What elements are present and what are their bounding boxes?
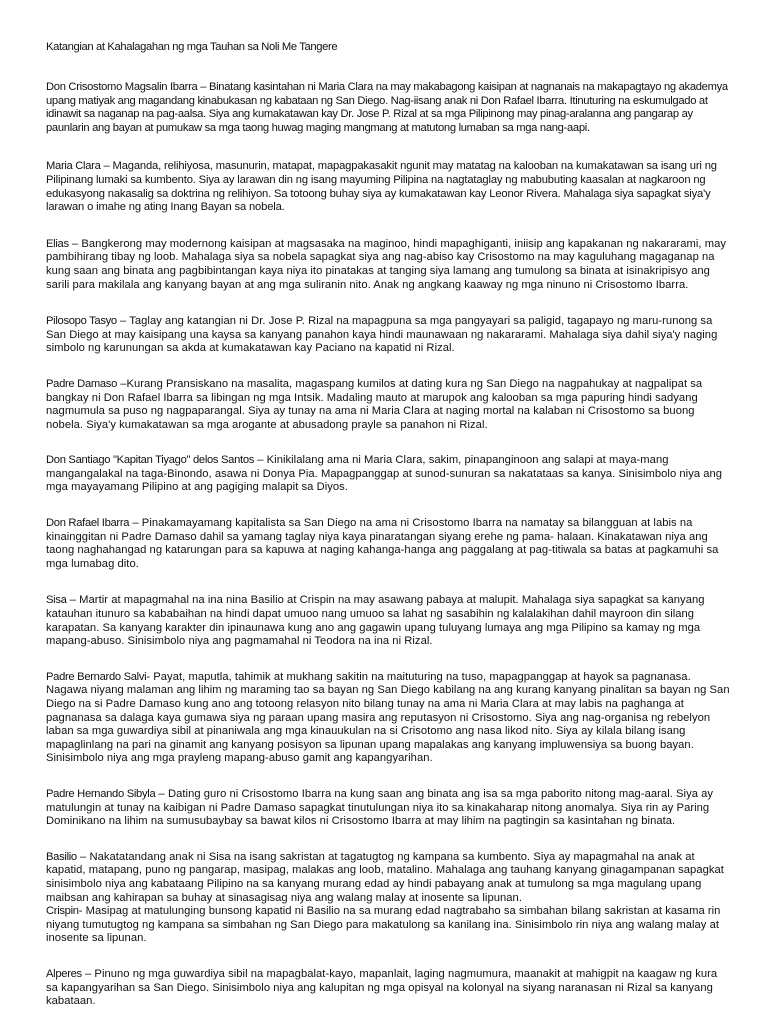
character-name: Maria Clara [46, 160, 101, 173]
character-entry-padre-sibyla [46, 788, 730, 829]
character-entry-alperes [46, 968, 730, 1009]
character-name: Padre Hernando Sibyla [46, 787, 156, 800]
character-description: – Binatang kasintahan ni Maria Clara na may makabagong kaisipan at nagnanais na makapagtayo ng akademya upang matiyak ang magandang kinabukasan ng kabataan ng San Diego. Nag-iisang anak ni Don Rafael Ibarra. Itinuturing na eskumulgado at idinawit sa naganap na pag-aalsa. Siya ang kumakatawan kay Dr. Jose P. Rizal at sa mga Pilipinong may pinag-aralanna ang pangarap ay paunlarin ang bayan at pumukaw sa mga taong huwag maging mangmang at matutong lumaban sa mga nang-aapi. [46, 81, 728, 134]
character-entry-maria-clara [46, 160, 730, 214]
character-name: Crispin [46, 905, 79, 918]
character-name: Don Santiago "Kapitan Tiyago" delos Santos [46, 454, 255, 467]
character-description: - Payat, maputla, tahimik at mukhang sakitin na maituturing na tuso, mapagpanggap at hayok sa pagnanasa. Nagawa niyang malaman ang lihim ng maraming tao sa bayan ng San Diego kabilang na ang kurang kanyang pinalitan sa bayan ng San Diego na si Padre Damaso kung ano ang totoong relasyon nito bilang tunay na ama ni Maria Clara at may labis na paghanga at pagnanasa sa dalaga kaya gumawa siya ng paraan upang masira ang reputasyon ni Crisostomo. Siya ang nag-organisa ng rebelyon laban sa mga guwardiya sibil at pinaniwala ang mga kinauukulan na si Crisotomo ang nasa likod nito. Siya ay kilala bilang isang mapaglinlang na pari na ginamit ang kanyang posisyon sa lipunan upang mapalakas ang kanyang impluwensiya sa buong bayan. Sinisimbolo niya ang mga prayleng mapang-abuso gamit ang kapangyarihan. [46, 670, 730, 765]
character-entry-padre-damaso [46, 378, 730, 432]
character-entry-sisa [46, 594, 730, 648]
character-entry-elias [46, 238, 730, 292]
document-page [46, 40, 730, 1009]
character-description: – Martir at mapagmahal na ina nina Basilio at Crispin na may asawang pabaya at malupit. Mahalaga siya sapagkat sa kanyang katauhan itunuro sa kababaihan na hindi dapat umuoo nang umuoo sa lahat ng sasabihin ng kalalakihan dahil mayroon din silang karapatan. Sa kanyang karakter din ipinaunawa kung ano ang gagawin upang tuluyang lumaya ang mga Pilipino sa kamay ng mga mapang-abuso. Sinisimbolo niya ang pagmamahal ni Teodora na ina ni Rizal. [46, 594, 705, 648]
character-description: – Kinikilalang ama ni Maria Clara, sakim, pinapanginoon ang salapi at maya-mang mangangalakal na taga-Binondo, asawa ni Donya Pia. Mapagpanggap at sunod-sunuran sa nakatataas sa kanya. Sinisimbolo niya ang mga mayayamang Pilipino at ang pagiging malapit sa Diyos. [46, 454, 723, 494]
character-name: Padre Bernardo Salvi [46, 670, 147, 683]
character-entry-padre-salvi [46, 671, 730, 766]
character-description: – Taglay ang katangian ni Dr. Jose P. Rizal na mapagpuna sa mga pangyayari sa paligid, tagapayo ng maru-runong sa San Diego at may kaisipang una kaysa sa kanyang panahon kaya hindi maunawaan ng nakararami. Mahalaga siya dahil siya'y naging simbolo ng karunungan sa akda at kumakatawan kay Paciano na kapatid ni Rizal. [46, 315, 718, 355]
document-title: Katangian at Kahalagahan ng mga Tauhan sa Noli Me Tangere [46, 41, 338, 53]
character-entry-ibarra [46, 81, 730, 135]
character-name: Sisa [46, 594, 67, 607]
character-name: Pilosopo Tasyo [46, 315, 117, 328]
character-name: Basilio [46, 850, 77, 863]
character-description: – Dating guro ni Crisostomo Ibarra na kung saan ang binata ang isa sa mga paborito nitong mag-aaral. Siya ay matulungin at tunay na kaibigan ni Padre Damaso sapagkat tinutulungan niya ito sa kinakaharap nitong anomalya. Siya rin ay Paring Dominikano na lihim na sumusubaybay sa bawat kilos ni Crisostomo Ibarra at may lihim na pagtingin sa kasintahan ng binata. [46, 787, 714, 828]
character-name: Alperes [46, 967, 82, 980]
character-entry-basilio [46, 851, 730, 905]
character-description: – Nakatatandang anak ni Sisa na isang sakristan at tagatugtog ng kampana sa kumbento. Siya ay mapagmahal na anak at kapatid, matapang, puno ng pangarap, masipag, malakas ang loob, matalino. Mahalaga ang tauhang kanyang ginagampanan sapagkat sinisimbolo niya ang kabataang Pilipino na sa kanyang murang edad ay hindi pabayang anak at tumulong sa mga magulang upang maibsan ang kahirapan sa buhay at sinasagisag niya ang walang malay at inosente sa lipunan. [46, 850, 724, 904]
character-description: –Kurang Pransiskano na masalita, magaspang kumilos at dating kura ng San Diego na nagpahukay at nagpalipat sa bangkay ni Don Rafael Ibarra sa libingan ng mga Intsik. Madaling mauto at marupok ang kalooban sa mga papuring hindi sadyang nagmumula sa puso ng nagpaparangal. Siya ay tunay na ama ni Maria Clara at naging mortal na kalaban ni Crisostomo sa buong nobela. Siya'y kumakatawan sa mga arogante at abusadong prayle sa panahon ni Rizal. [46, 377, 703, 431]
character-entry-crispin [46, 905, 730, 946]
character-description: – Bangkerong may modernong kaisipan at magsasaka na maginoo, hindi mapaghiganti, iniisip ang kapakanan ng nakararami, may pambihirang tibay ng loob. Mahalaga siya sa nobela sapagkat siya ang nag-abiso kay Crisostomo na may kaguluhang magaganap na kung saan ang binata ang pagbibintangan kaya niya ito pinatakas at tanging siya lamang ang tumulong sa binata at isinakripisyo ang sarili para makilala ang kanyang bayan at ang mga suliranin nito. Anak ng angkang kaaway ng mga ninuno ni Crisostomo Ibarra. [46, 237, 726, 291]
character-entry-don-rafael-ibarra [46, 517, 730, 571]
character-description: – Pinuno ng mga guwardiya sibil na mapagbalat-kayo, mapanlait, laging nagmumura, maanakit at mahigpit na kaagaw ng kura sa kapangyarihan sa San Diego. Sinisimbolo niya ang kalupitan ng mga opisyal na kolonyal na siyang naranasan ni Rizal sa kanyang kabataan. [46, 967, 718, 1008]
character-description: – Pinakamayamang kapitalista sa San Diego na ama ni Crisostomo Ibarra na namatay sa bilangguan at labis na kinainggitan ni Padre Damaso dahil sa yamang taglay niya kaya pinaratangan siyang erehe ng pama- halaan. Kinakatawan niya ang taong naghahangad ng katarungan para sa kapuwa at naging kahanga-hanga ang paggalang at pag-titiwala sa batas at pagkamuhi sa mga lumabag dito. [46, 517, 719, 570]
character-name: Padre Damaso [46, 377, 118, 390]
character-entry-kapitan-tiyago [46, 454, 730, 495]
character-description: - Masipag at matulunging bunsong kapatid ni Basilio na sa murang edad nagtrabaho sa simbahan bilang sakristan at kasama rin niyang tumutugtog ng kampana sa simbahan ng San Diego para makatulong sa kanilang ina. Sinisimbolo rin niya ang walang malay at inosente sa lipunan. [46, 905, 721, 945]
character-name: Don Crisostomo Magsalin Ibarra [46, 81, 198, 93]
character-entry-pilosopo-tasyo [46, 315, 730, 356]
character-description: – Maganda, relihiyosa, masunurin, matapat, mapagpakasakit ngunit may matatag na kalooban na kumakatawan sa isang uri ng Pilipinang lumaki sa kumbento. Siya ay larawan din ng isang mayuming Pilipina na nagtataglay ng mabubuting kaasalan at nagkaroon ng edukasyong nakasalig sa doktrina ng relihiyon. Sa totoong buhay siya ay kumakatawan kay Leonor Rivera. Mahalaga siya sapagkat siya'y larawan o imahe ng ating Inang Bayan sa nobela. [46, 160, 717, 214]
character-name: Don Rafael Ibarra [46, 517, 130, 530]
character-name: Elias [46, 237, 69, 250]
